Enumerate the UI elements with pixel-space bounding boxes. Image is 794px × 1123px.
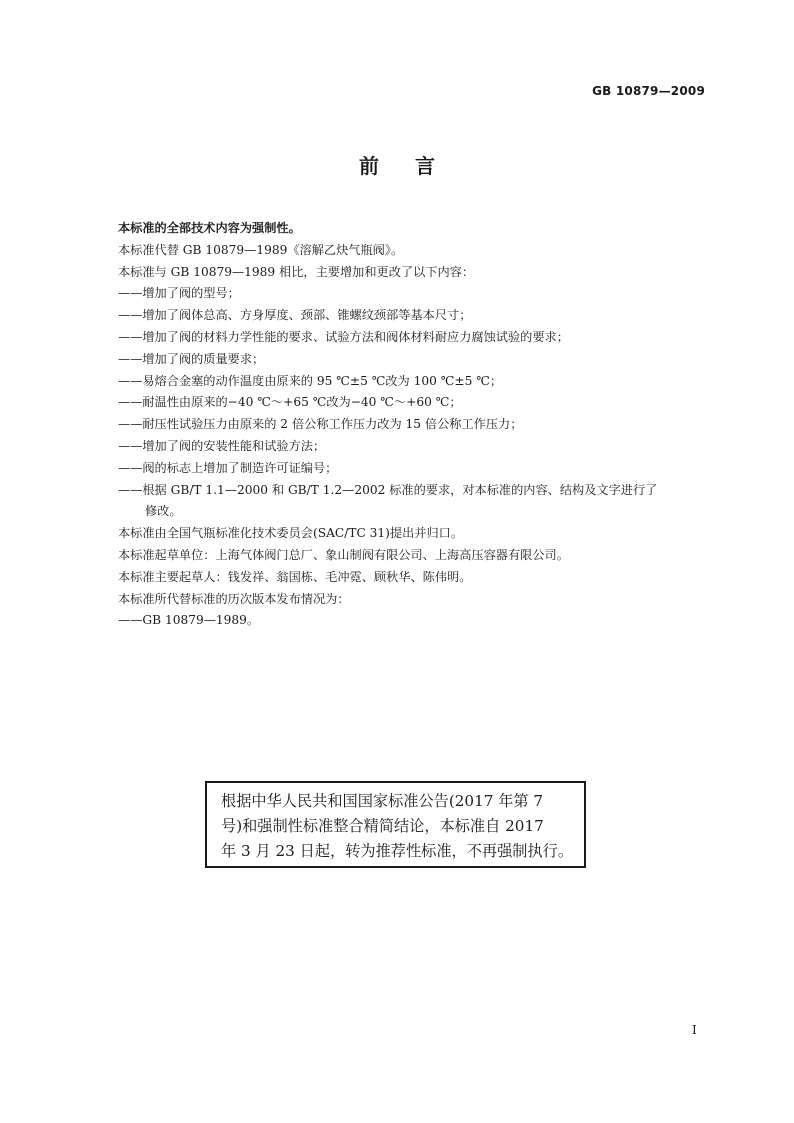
standard-code: GB 10879—2009 xyxy=(592,84,705,98)
foreword-line-changes-intro: 本标准与 GB 10879—1989 相比，主要增加和更改了以下内容： xyxy=(118,264,475,279)
change-item-continuation: 修改。 xyxy=(145,504,182,519)
notice-line: 号)和强制性标准整合精简结论，本标准自 2017 xyxy=(221,817,544,835)
change-item: ——根据 GB/T 1.1—2000 和 GB/T 1.2—2002 标准的要求，对本标准的内容、结构及文字进行了 xyxy=(118,482,658,497)
change-item: ——增加了阀体总高、方身厚度、颈部、锥螺纹颈部等基本尺寸； xyxy=(118,308,472,323)
page-title: 前言 xyxy=(359,154,471,178)
history-item: ——GB 10879—1989。 xyxy=(118,613,260,628)
foreword-line-drafters: 本标准主要起草人：钱发祥、翁国栋、毛冲霓、顾秋华、陈伟明。 xyxy=(118,569,472,584)
change-item: ——增加了阀的质量要求； xyxy=(118,351,265,366)
foreword-line-mandatory: 本标准的全部技术内容为强制性。 xyxy=(118,221,301,235)
foreword-line-drafting-units: 本标准起草单位：上海气体阀门总厂、象山制阀有限公司、上海高压容器有限公司。 xyxy=(118,547,569,562)
notice-line: 根据中华人民共和国国家标准公告(2017 年第 7 xyxy=(221,792,544,810)
change-item: ——易熔合金塞的动作温度由原来的 95 ℃±5 ℃改为 100 ℃±5 ℃； xyxy=(118,373,503,388)
foreword-line-replaces: 本标准代替 GB 10879—1989《溶解乙炔气瓶阀》。 xyxy=(118,242,404,257)
page-number: I xyxy=(692,1023,697,1037)
foreword-line-proposer: 本标准由全国气瓶标准化技术委员会(SAC/TC 31)提出并归口。 xyxy=(118,526,464,541)
change-item: ——增加了阀的材料力学性能的要求、试验方法和阀体材料耐应力腐蚀试验的要求； xyxy=(118,329,569,344)
notice-line: 年 3 月 23 日起，转为推荐性标准，不再强制执行。 xyxy=(221,842,574,860)
change-item: ——耐压性试验压力由原来的 2 倍公称工作压力改为 15 倍公称工作压力； xyxy=(118,417,523,432)
change-item: ——阀的标志上增加了制造许可证编号； xyxy=(118,460,338,475)
change-item: ——增加了阀的型号； xyxy=(118,286,240,301)
change-item: ——耐温性由原来的−40 ℃～+65 ℃改为−40 ℃～+60 ℃； xyxy=(118,395,462,410)
change-item: ——增加了阀的安装性能和试验方法； xyxy=(118,438,326,453)
status-notice-box xyxy=(205,781,586,868)
foreword-line-history-intro: 本标准所代替标准的历次版本发布情况为： xyxy=(118,591,350,606)
foreword-body xyxy=(118,218,708,632)
